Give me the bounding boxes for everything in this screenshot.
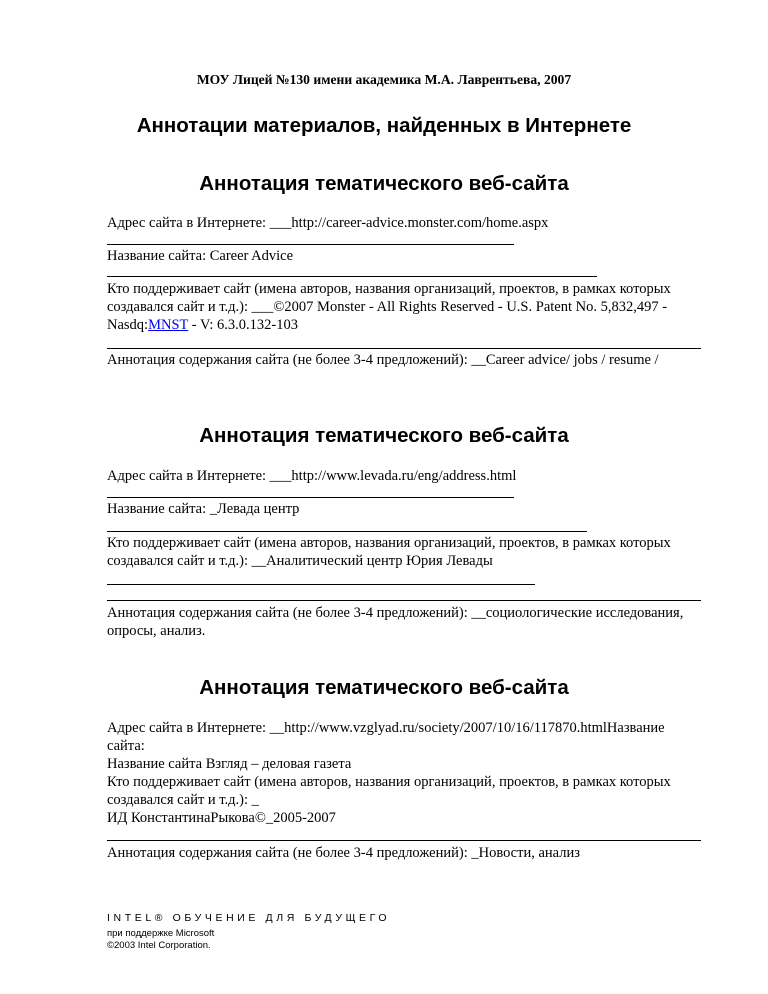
footer-copyright: ©2003 Intel Corporation. — [107, 940, 211, 951]
section-2-support-1: Кто поддерживает сайт (имена авторов, названия организаций, проектов, в рамках которых — [107, 535, 671, 551]
section-3-annotation: Аннотация содержания сайта (не более 3-4 предложений): _Новости, анализ — [107, 845, 580, 861]
section-1-title: Аннотация тематического веб-сайта — [199, 172, 569, 195]
section-1-address: Адрес сайта в Интернете: ___http://career-advice.monster.com/home.aspx — [107, 215, 549, 231]
section-1-support-3-pre: Nasdq: — [107, 317, 149, 333]
footer-brand: INTEL® ОБУЧЕНИЕ ДЛЯ БУДУЩЕГО — [107, 912, 391, 924]
section-2-address: Адрес сайта в Интернете: ___http://www.levada.ru/eng/address.html — [107, 468, 517, 484]
section-1-rule-1 — [107, 244, 514, 245]
section-1-name: Название сайта: Career Advice — [107, 248, 294, 264]
section-3-title: Аннотация тематического веб-сайта — [199, 676, 569, 699]
section-1-support-3 — [107, 316, 298, 334]
page-title: Аннотации материалов, найденных в Интернете — [136, 114, 632, 137]
section-1-support-2: создавался сайт и т.д.): ___©2007 Monster - All Rights Reserved - U.S. Patent No. 5,832,497 - — [107, 299, 668, 315]
section-2-rule-2 — [107, 531, 587, 532]
section-1-support-3-post: - V: 6.3.0.132-103 — [188, 317, 298, 333]
section-2-annotation-1: Аннотация содержания сайта (не более 3-4 предложений): __социологические исследования, — [107, 605, 684, 621]
section-2-name: Название сайта: _Левада центр — [107, 501, 300, 517]
section-3-support-3: ИД КонстантинаРыкова©_2005-2007 — [107, 810, 336, 826]
section-2-rule-3 — [107, 584, 535, 585]
section-2-rule-1 — [107, 497, 514, 498]
school-header: МОУ Лицей №130 имени академика М.А. Лаврентьева, 2007 — [196, 72, 572, 87]
section-1-rule-3 — [107, 348, 701, 349]
section-2-rule-4 — [107, 600, 701, 601]
section-3-name: Название сайта Взгляд – деловая газета — [107, 756, 352, 772]
section-2-annotation-2: опросы, анализ. — [107, 623, 206, 639]
section-3-address-2: сайта: — [107, 738, 145, 754]
section-3-rule-1 — [107, 840, 701, 841]
mnst-link[interactable]: MNST — [148, 317, 189, 333]
section-2-support-2: создавался сайт и т.д.): __Аналитический центр Юрия Левады — [107, 553, 493, 569]
section-1-rule-2 — [107, 276, 597, 277]
section-3-support-2: создавался сайт и т.д.): _ — [107, 792, 259, 808]
footer-support: при поддержке Microsoft — [107, 928, 215, 939]
section-3-support-1: Кто поддерживает сайт (имена авторов, названия организаций, проектов, в рамках которых — [107, 774, 671, 790]
section-3-address-1: Адрес сайта в Интернете: __http://www.vzglyad.ru/society/2007/10/16/117870.htmlНазвание — [107, 720, 665, 736]
section-1-annotation: Аннотация содержания сайта (не более 3-4 предложений): __Career advice/ jobs / resume / — [107, 352, 659, 368]
section-2-title: Аннотация тематического веб-сайта — [199, 424, 569, 447]
section-1-support-1: Кто поддерживает сайт (имена авторов, названия организаций, проектов, в рамках которых — [107, 281, 671, 297]
